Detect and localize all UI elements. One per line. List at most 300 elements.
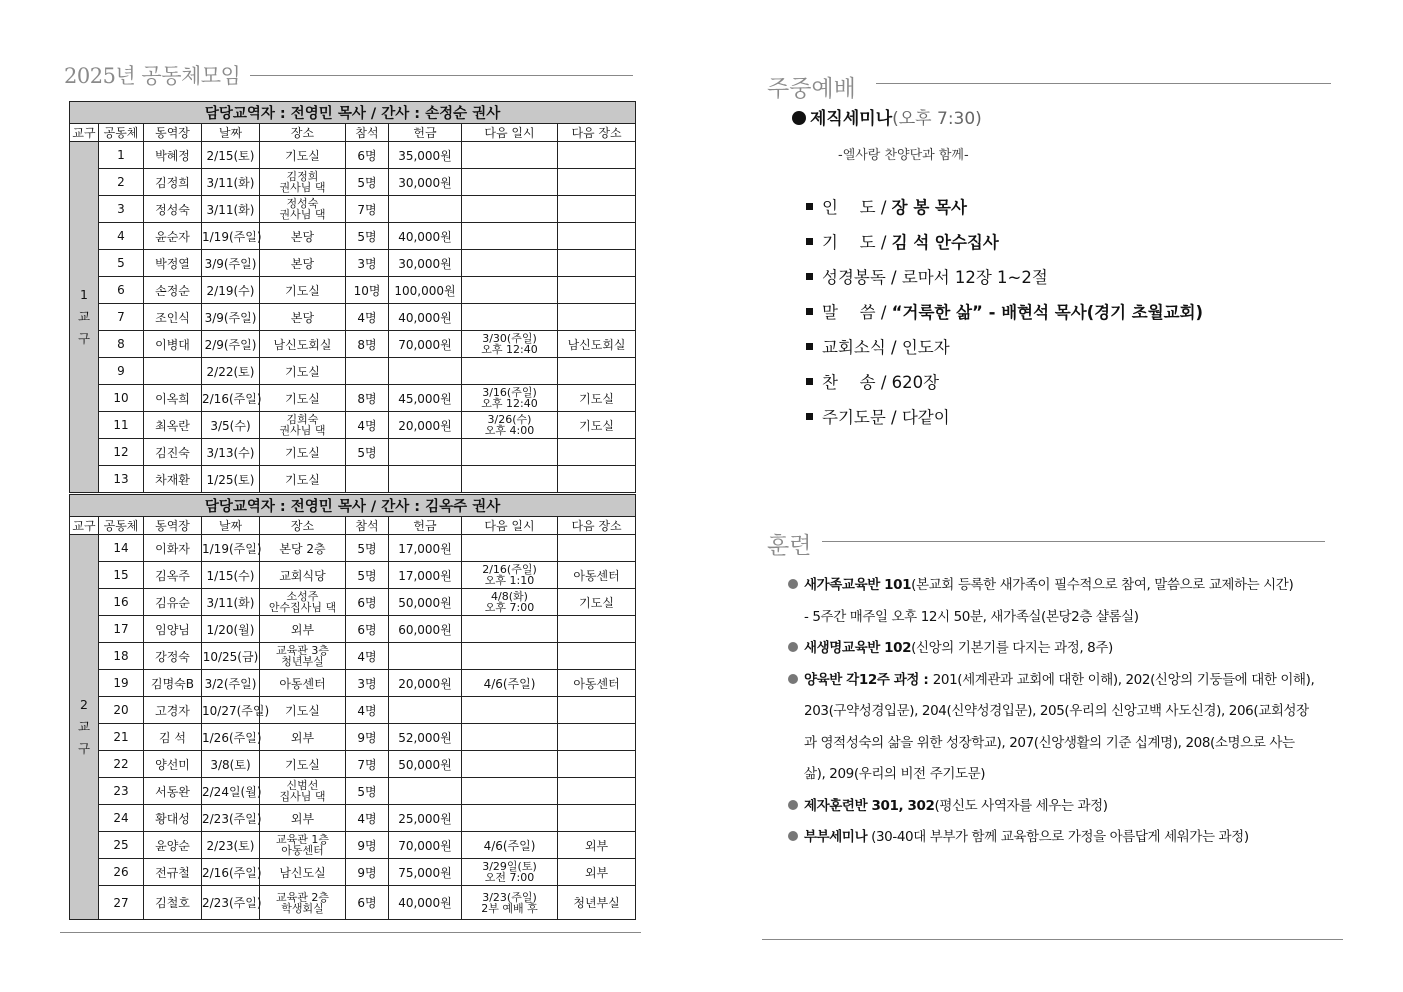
next-datetime: 4/6(주일) [462,670,558,697]
place: 남신도실 [260,859,346,886]
next-place: 아동센터 [558,670,636,697]
place: 신범선 집사님 댁 [260,778,346,805]
offering: 30,000원 [389,169,462,196]
table-row [70,358,636,385]
group1-table [69,101,636,493]
square-bullet-icon [806,308,813,315]
order-label: 주기도문 / [822,408,902,427]
offering [389,643,462,670]
column-header: 장소 [260,517,346,535]
worship-divider [876,83,1331,84]
table-row [70,277,636,304]
seminar-subtitle: -엘사랑 찬양단과 함께- [838,148,969,163]
next-datetime [462,535,558,562]
next-datetime [462,250,558,277]
circle-bullet-icon [788,831,798,841]
table-row [70,751,636,778]
order-value: 로마서 12장 1~2절 [901,268,1048,287]
training-line [788,826,1328,858]
worship-title: 주중예배 [767,76,856,102]
leader: 전규철 [144,859,202,886]
attendance: 8명 [346,331,389,358]
next-datetime [462,196,558,223]
next-place [558,805,636,832]
order-label: 찬 송 / [822,373,892,392]
order-item [806,406,1203,441]
community-no: 24 [99,805,144,832]
column-header: 날짜 [202,124,260,142]
training-line [788,795,1328,827]
community-no: 15 [99,562,144,589]
date: 2/22(토) [202,358,260,385]
date: 10/25(금) [202,643,260,670]
training-desc: 201(세계관과 교회에 대한 이해), 202(신앙의 기둥들에 대한 이해), [932,671,1315,688]
table-row [70,886,636,920]
community-no: 3 [99,196,144,223]
next-place [558,277,636,304]
offering [389,466,462,493]
table-row [70,670,636,697]
order-value: 장 봉 목사 [891,198,967,217]
place: 외부 [260,616,346,643]
offering: 75,000원 [389,859,462,886]
leader: 김진숙 [144,439,202,466]
date: 1/25(토) [202,466,260,493]
leader: 손정순 [144,277,202,304]
leader: 윤양순 [144,832,202,859]
next-datetime: 3/23(주일) 2부 예배 후 [462,886,558,920]
circle-bullet-icon [788,642,798,652]
community-no: 6 [99,277,144,304]
place: 아동센터 [260,670,346,697]
order-item [806,336,1203,371]
next-place: 외부 [558,859,636,886]
next-datetime: 4/8(화) 오후 7:00 [462,589,558,616]
leader: 강정숙 [144,643,202,670]
table-row [70,724,636,751]
attendance: 9명 [346,832,389,859]
column-header: 장소 [260,124,346,142]
community-no: 11 [99,412,144,439]
offering: 100,000원 [389,277,462,304]
leader: 윤순자 [144,223,202,250]
table-row [70,331,636,358]
attendance: 5명 [346,169,389,196]
order-item [806,266,1203,301]
order-value: 인도자 [901,338,950,357]
table-row [70,385,636,412]
next-datetime: 3/30(주일) 오후 12:40 [462,331,558,358]
table-row [70,616,636,643]
attendance: 8명 [346,385,389,412]
table-row [70,304,636,331]
column-header: 다음 일시 [462,517,558,535]
column-header: 공동체 [99,517,144,535]
date: 1/15(수) [202,562,260,589]
offering: 52,000원 [389,724,462,751]
place: 기도실 [260,439,346,466]
square-bullet-icon [806,238,813,245]
community-no: 1 [99,142,144,169]
table-row [70,250,636,277]
leader: 이화자 [144,535,202,562]
next-place [558,142,636,169]
order-value: “거룩한 삶” - 배현석 목사(경기 초월교회) [891,303,1204,322]
column-header: 헌금 [389,124,462,142]
table-row [70,832,636,859]
next-place [558,439,636,466]
place: 소성주 안수집사님 댁 [260,589,346,616]
right-bottom-divider [762,939,1343,940]
table-row [70,439,636,466]
leader: 조인식 [144,304,202,331]
column-header: 참석 [346,124,389,142]
attendance: 4명 [346,697,389,724]
table-row [70,697,636,724]
leader: 이병대 [144,331,202,358]
next-datetime [462,223,558,250]
offering: 60,000원 [389,616,462,643]
next-place [558,358,636,385]
leader: 김유순 [144,589,202,616]
community-no: 19 [99,670,144,697]
place: 남신도회실 [260,331,346,358]
training-name: 양육반 각12주 과정 : [804,671,933,688]
place: 정성숙 권사님 댁 [260,196,346,223]
community-no: 16 [99,589,144,616]
order-label: 성경봉독 / [822,268,902,287]
offering: 20,000원 [389,670,462,697]
offering: 17,000원 [389,535,462,562]
training-desc: (본교회 등록한 새가족이 필수적으로 참여, 말씀으로 교제하는 시간) [911,577,1294,593]
attendance: 3명 [346,250,389,277]
column-header: 다음 장소 [558,124,636,142]
date: 1/19(주일) [202,535,260,562]
leader: 황대성 [144,805,202,832]
place: 김정희 권사님 댁 [260,169,346,196]
community-no: 27 [99,886,144,920]
group-header: 담당교역자 : 전영민 목사 / 간사 : 김옥주 권사 [70,495,636,517]
next-place: 외부 [558,832,636,859]
training-line [788,574,1328,606]
leader: 서동완 [144,778,202,805]
next-datetime [462,778,558,805]
next-place: 기도실 [558,412,636,439]
date: 2/16(주일) [202,385,260,412]
table-row [70,466,636,493]
offering [389,697,462,724]
next-place [558,616,636,643]
community-no: 9 [99,358,144,385]
table-row [70,562,636,589]
next-datetime [462,724,558,751]
date: 1/19(주일) [202,223,260,250]
offering: 40,000원 [389,886,462,920]
attendance: 5명 [346,223,389,250]
attendance: 9명 [346,724,389,751]
offering: 45,000원 [389,385,462,412]
next-datetime: 3/29일(토) 오전 7:00 [462,859,558,886]
attendance: 4명 [346,643,389,670]
place: 기도실 [260,697,346,724]
group2-table [69,494,636,920]
order-label: 말 씀 / [822,303,892,322]
column-header: 참석 [346,517,389,535]
training-line [788,606,1328,638]
place: 기도실 [260,277,346,304]
next-datetime: 3/16(주일) 오후 12:40 [462,385,558,412]
attendance: 5명 [346,778,389,805]
column-header: 동역장 [144,517,202,535]
next-place [558,250,636,277]
column-header: 다음 장소 [558,517,636,535]
leader: 임양님 [144,616,202,643]
place: 본당 [260,250,346,277]
next-datetime [462,805,558,832]
order-item [806,196,1203,231]
next-datetime [462,697,558,724]
next-place [558,223,636,250]
table-row [70,535,636,562]
offering: 40,000원 [389,304,462,331]
group-header: 담당교역자 : 전영민 목사 / 간사 : 손정순 권사 [70,102,636,124]
leader: 김 석 [144,724,202,751]
order-value: 김 석 안수집사 [891,233,999,252]
offering: 70,000원 [389,331,462,358]
leader: 김정희 [144,169,202,196]
offering: 40,000원 [389,223,462,250]
offering [389,196,462,223]
next-datetime [462,643,558,670]
next-place [558,169,636,196]
next-place [558,643,636,670]
date: 1/26(주일) [202,724,260,751]
offering: 50,000원 [389,751,462,778]
attendance: 4명 [346,805,389,832]
community-no: 25 [99,832,144,859]
training-desc: (신앙의 기본기를 다지는 과정, 8주) [911,640,1113,656]
next-place: 청년부실 [558,886,636,920]
column-header: 공동체 [99,124,144,142]
attendance: 6명 [346,589,389,616]
group-header-row [70,102,636,124]
table-row [70,859,636,886]
column-header: 교구 [70,517,99,535]
date: 2/15(토) [202,142,260,169]
next-place [558,535,636,562]
offering: 25,000원 [389,805,462,832]
offering: 35,000원 [389,142,462,169]
left-page-title: 2025년 공동체모임 [64,64,241,88]
next-place [558,466,636,493]
community-no: 22 [99,751,144,778]
attendance: 5명 [346,439,389,466]
training-desc: - 5주간 매주일 오후 12시 50분, 새가족실(본당2층 샬롬실) [804,608,1139,625]
column-header: 교구 [70,124,99,142]
training-name: 제자훈련반 301, 302 [804,797,935,814]
training-line [788,700,1328,732]
leader: 박혜정 [144,142,202,169]
order-label: 인 도 / [822,198,892,217]
date: 3/2(주일) [202,670,260,697]
community-no: 17 [99,616,144,643]
next-datetime [462,304,558,331]
date: 3/8(토) [202,751,260,778]
training-list [788,574,1328,858]
training-line [788,637,1328,669]
square-bullet-icon [806,343,813,350]
next-place: 남신도회실 [558,331,636,358]
next-place: 기도실 [558,589,636,616]
next-place: 아동센터 [558,562,636,589]
table-row [70,589,636,616]
table-row [70,196,636,223]
leader: 고경자 [144,697,202,724]
district-name: 2 교 구 [70,535,99,920]
offering: 30,000원 [389,250,462,277]
date: 3/9(주일) [202,304,260,331]
circle-bullet-icon [788,800,798,810]
next-place: 기도실 [558,385,636,412]
community-no: 7 [99,304,144,331]
leader: 이옥희 [144,385,202,412]
square-bullet-icon [806,413,813,420]
date: 3/13(수) [202,439,260,466]
column-header-row [70,124,636,142]
community-no: 23 [99,778,144,805]
date: 3/11(화) [202,169,260,196]
next-place [558,196,636,223]
offering: 70,000원 [389,832,462,859]
community-no: 18 [99,643,144,670]
column-header-row [70,517,636,535]
leader: 정성숙 [144,196,202,223]
offering [389,778,462,805]
place: 본당 2층 [260,535,346,562]
community-no: 8 [99,331,144,358]
next-datetime [462,616,558,643]
next-datetime: 3/26(수) 오후 4:00 [462,412,558,439]
place: 교육관 2층 학생회실 [260,886,346,920]
leader: 양선미 [144,751,202,778]
next-datetime [462,439,558,466]
leader: 김옥주 [144,562,202,589]
leader: 최옥란 [144,412,202,439]
next-datetime: 2/16(주일) 오후 1:10 [462,562,558,589]
order-label: 기 도 / [822,233,892,252]
offering: 17,000원 [389,562,462,589]
offering [389,439,462,466]
community-no: 4 [99,223,144,250]
attendance: 6명 [346,616,389,643]
square-bullet-icon [806,203,813,210]
training-name: 새가족교육반 101 [804,577,912,593]
table-row [70,778,636,805]
column-header: 헌금 [389,517,462,535]
training-line [788,763,1328,795]
place: 기도실 [260,385,346,412]
attendance: 9명 [346,859,389,886]
date: 2/23(토) [202,832,260,859]
leader: 차재환 [144,466,202,493]
worship-order [806,196,1203,441]
group-header-row [70,495,636,517]
column-header: 날짜 [202,517,260,535]
community-no: 14 [99,535,144,562]
order-item [806,371,1203,406]
training-title: 훈련 [767,533,812,559]
order-value: 620장 [891,373,940,392]
place: 외부 [260,805,346,832]
training-name: 새생명교육반 102 [804,640,912,656]
community-no: 12 [99,439,144,466]
table-row [70,223,636,250]
community-no: 26 [99,859,144,886]
date: 2/16(주일) [202,859,260,886]
date: 2/19(수) [202,277,260,304]
place: 기도실 [260,142,346,169]
next-datetime [462,358,558,385]
training-line [788,669,1328,701]
leader: 박정열 [144,250,202,277]
date: 2/23(주일) [202,886,260,920]
community-no: 10 [99,385,144,412]
place: 기도실 [260,466,346,493]
attendance: 5명 [346,562,389,589]
training-desc: 과 영적성숙의 삶을 위한 성장학교), 207(신앙생활의 기준 십계명), 208(소명으로 사는 [804,734,1295,751]
training-line [788,732,1328,764]
next-datetime [462,751,558,778]
next-place [558,697,636,724]
next-datetime [462,169,558,196]
place: 본당 [260,304,346,331]
next-datetime [462,466,558,493]
title-divider [250,75,633,76]
date: 2/24일(월) [202,778,260,805]
circle-bullet-icon [788,579,798,589]
circle-bullet-icon [788,674,798,684]
place: 외부 [260,724,346,751]
next-place [558,304,636,331]
attendance: 5명 [346,535,389,562]
next-place [558,724,636,751]
place: 기도실 [260,751,346,778]
column-header: 동역장 [144,124,202,142]
order-item [806,231,1203,266]
offering: 50,000원 [389,589,462,616]
date: 1/20(월) [202,616,260,643]
order-item [806,301,1203,336]
place: 김희숙 권사님 댁 [260,412,346,439]
district-name: 1 교 구 [70,142,99,493]
training-desc: (30-40대 부부가 함께 교육함으로 가정을 아름답게 세워가는 과정) [867,829,1249,845]
column-header: 다음 일시 [462,124,558,142]
order-label: 교회소식 / [822,338,902,357]
leader [144,358,202,385]
place: 기도실 [260,358,346,385]
next-place [558,778,636,805]
bullet-icon [792,111,806,125]
attendance: 6명 [346,886,389,920]
next-datetime: 4/6(주일) [462,832,558,859]
next-datetime [462,142,558,169]
date: 2/9(주일) [202,331,260,358]
left-bottom-divider [60,932,641,933]
attendance: 6명 [346,142,389,169]
community-no: 2 [99,169,144,196]
attendance: 10명 [346,277,389,304]
seminar-name: 제직세미나 [810,109,893,129]
